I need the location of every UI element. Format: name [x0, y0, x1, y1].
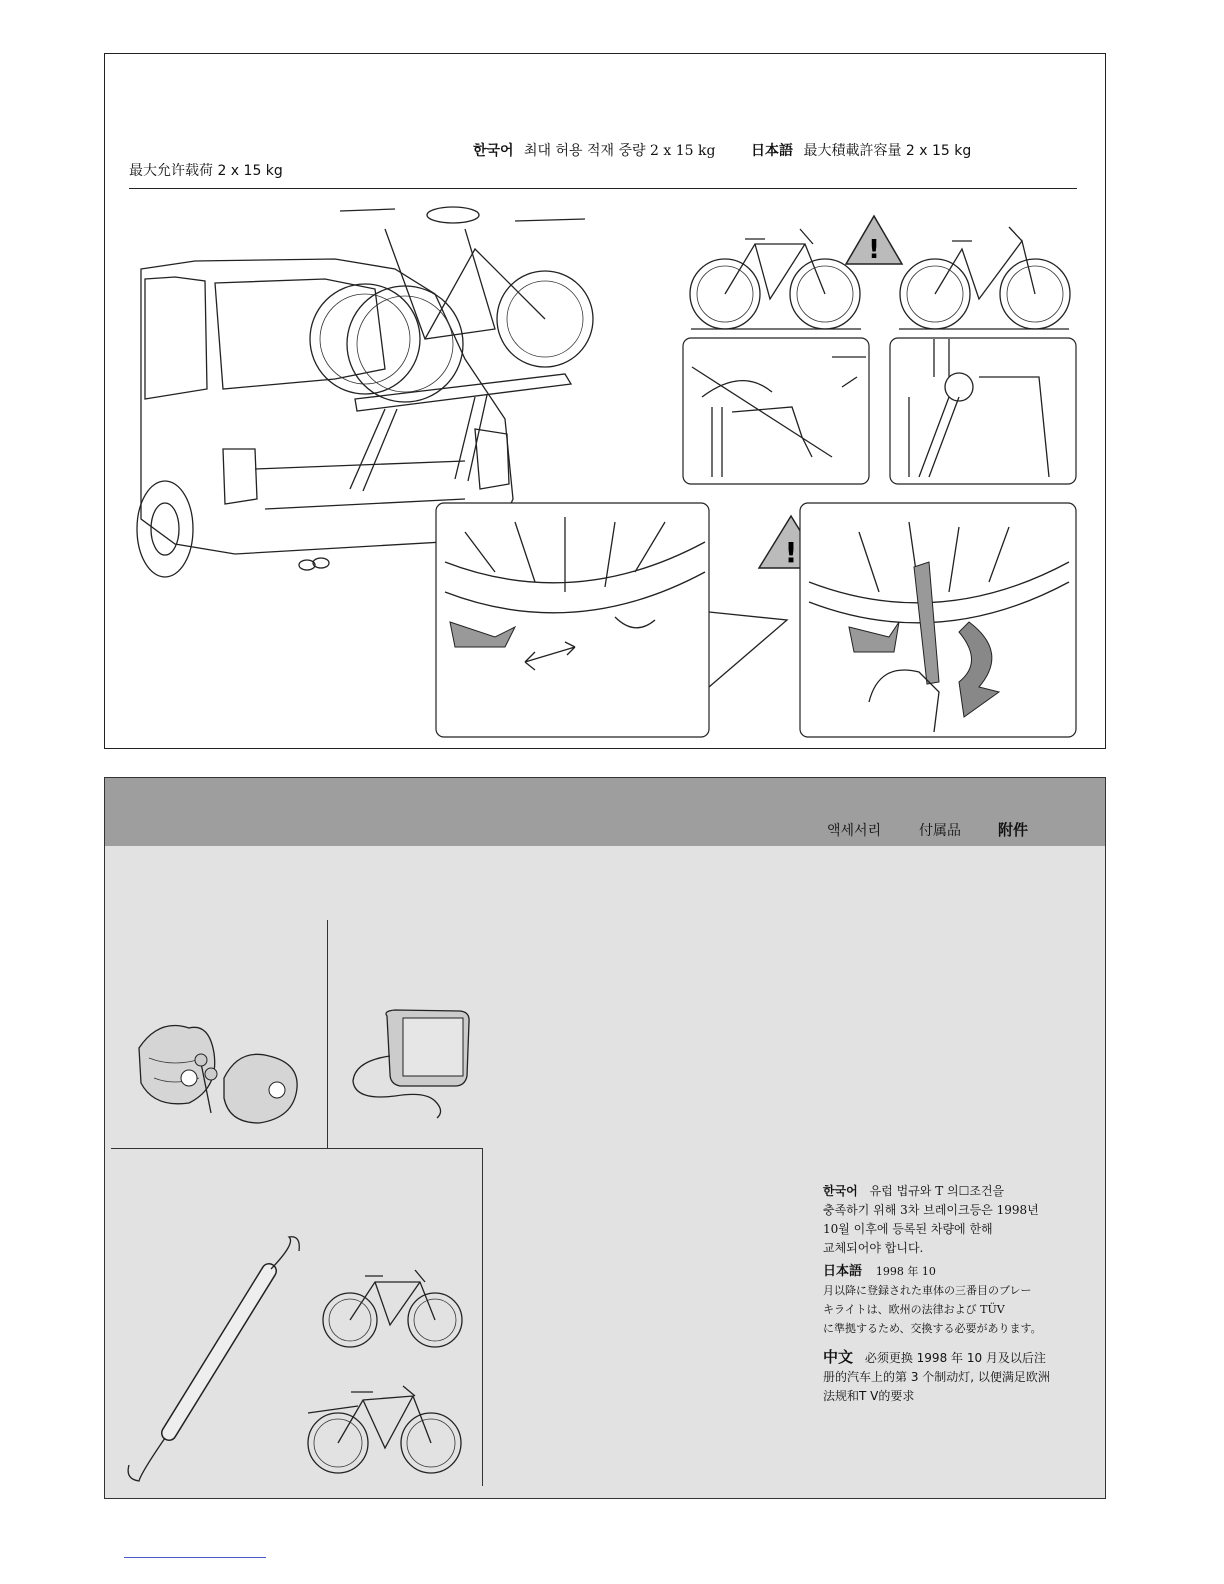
strap-illustration	[121, 1233, 311, 1488]
light-unit-icon	[386, 1010, 469, 1086]
accessories-panel	[104, 777, 1106, 1499]
warning-triangle-icon	[844, 214, 904, 269]
warning-mark: !	[868, 235, 880, 265]
note-japanese-label: 日本語	[823, 1264, 863, 1279]
accessories-chinese: 附件	[998, 821, 1029, 839]
divider-vertical	[327, 920, 328, 1149]
accessories-japanese: 付属品	[919, 823, 961, 839]
note-chinese-first: 必须更换 1998 年 10 月及以后注	[864, 1351, 1046, 1365]
note-korean-line: 교체되어야 합니다.	[823, 1241, 924, 1255]
city-bicycle-illustration	[303, 1378, 473, 1476]
japanese-load-text: 最大積載許容量 2 x 15 kg	[803, 143, 972, 159]
load-limit-chinese: 最大允许载荷 2 x 15 kg	[129, 163, 283, 179]
bicycle-icon	[310, 207, 593, 402]
note-japanese-line: に準拠するため、交換する必要があります。	[823, 1322, 1042, 1335]
upright-clamp-detail	[889, 337, 1077, 485]
note-japanese-first: 1998 年 10	[875, 1265, 936, 1278]
mountain-bicycle-illustration	[315, 1260, 475, 1350]
korean-load-text: 최대 허용 적재 중량 2 x 15 kg	[524, 143, 716, 159]
note-chinese-line: 法规和T V的要求	[823, 1389, 915, 1403]
strap-tighten-detail	[799, 502, 1077, 740]
note-korean-line: 유럽 법규와 T 의☐조건을	[869, 1184, 1005, 1198]
japanese-label: 日本語	[751, 143, 793, 159]
accessories-korean: 액세서리	[827, 823, 882, 839]
womens-bicycle-illustration	[897, 219, 1077, 329]
divider-rule	[129, 188, 1077, 189]
note-japanese-line: 月以降に登録された車体の三番目のブレー	[823, 1284, 1032, 1297]
accessories-header	[105, 778, 1105, 846]
strap-icon	[128, 1237, 299, 1481]
bicycle-icon	[308, 1386, 461, 1473]
footer-rule	[124, 1557, 266, 1558]
wheel-holder-adjust-detail	[435, 502, 795, 740]
brake-light-note	[823, 1182, 1093, 1406]
divider-vertical-lower	[482, 1148, 483, 1486]
frame-clamp-detail	[682, 337, 870, 485]
load-limit-korean	[473, 140, 715, 160]
warning-mark: !	[784, 536, 798, 569]
load-instructions-panel	[104, 53, 1106, 749]
load-limit-japanese	[751, 140, 971, 160]
note-korean-line: 10월 이후에 등록된 차량에 한해	[823, 1222, 993, 1236]
light-unit-illustration	[345, 1006, 475, 1131]
note-chinese-line: 册的汽车上的第 3 个制动灯, 以便满足欧洲	[823, 1370, 1050, 1384]
note-korean-line: 충족하기 위해 3차 브레이크등은 1998년	[823, 1203, 1039, 1217]
bicycle-icon	[323, 1270, 462, 1347]
note-japanese-line: キライトは、欧州の法律および TÜV	[823, 1303, 1005, 1316]
note-chinese-label: 中文	[823, 1348, 854, 1366]
divider-horizontal	[111, 1148, 483, 1149]
lock-knob-icon	[224, 1054, 297, 1123]
note-korean-label: 한국어	[823, 1184, 858, 1198]
korean-label: 한국어	[473, 143, 514, 159]
lock-knobs-illustration	[129, 1018, 309, 1128]
